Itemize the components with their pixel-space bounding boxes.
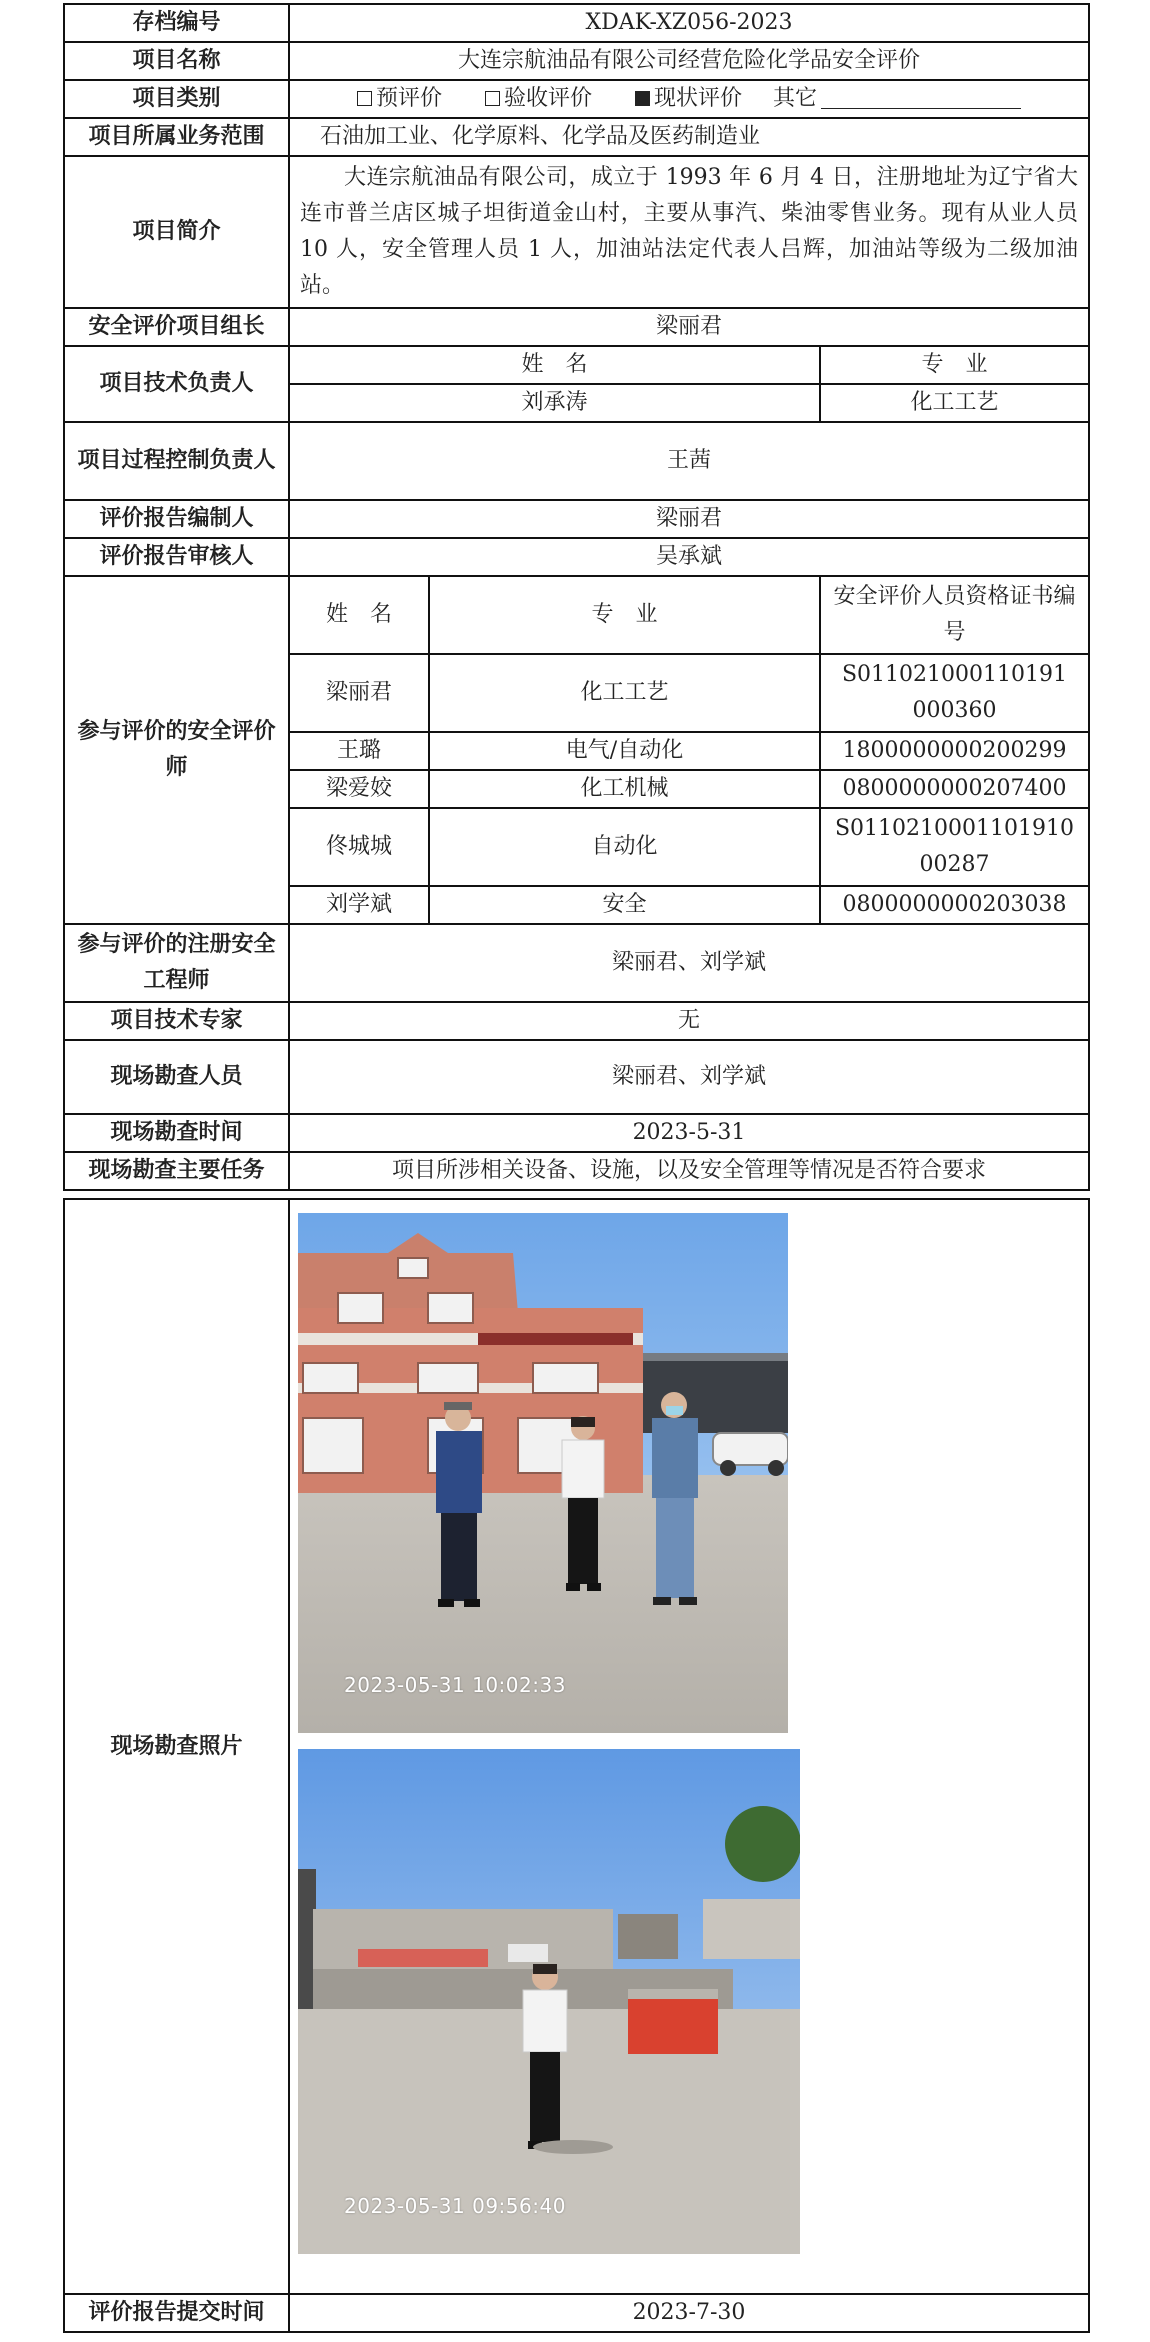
submit-date-value: 2023-7-30 xyxy=(289,2294,1089,2332)
assessor-major: 化工机械 xyxy=(429,770,820,808)
photo-timestamp: 2023-05-31 09:56:40 xyxy=(344,2194,566,2218)
survey-task-label: 现场勘查主要任务 xyxy=(64,1152,289,1190)
tech-lead-name-header: 姓 名 xyxy=(289,346,820,384)
process-control-value: 王茜 xyxy=(289,422,1089,500)
blank-line xyxy=(821,86,1021,109)
survey-date-value: 2023-5-31 xyxy=(289,1114,1089,1152)
business-scope-value: 石油加工业、化学原料、化学品及医药制造业 xyxy=(289,118,1089,156)
assessor-name: 梁爱姣 xyxy=(289,770,429,808)
submit-date-label: 评价报告提交时间 xyxy=(64,2294,289,2332)
photo-station-person-image xyxy=(298,1749,800,2254)
assessor-cert: 0800000000207400 xyxy=(820,770,1089,808)
assessor-cert: S011021000110191000360 xyxy=(820,654,1089,732)
project-info-table xyxy=(63,3,1090,1191)
registered-engineers-value: 梁丽君、刘学斌 xyxy=(289,924,1089,1002)
report-reviewer-label: 评价报告审核人 xyxy=(64,538,289,576)
checkbox-icon xyxy=(357,91,372,106)
survey-staff-label: 现场勘查人员 xyxy=(64,1040,289,1114)
business-scope-label: 项目所属业务范围 xyxy=(64,118,289,156)
report-reviewer-value: 吴承斌 xyxy=(289,538,1089,576)
assessor-name: 王璐 xyxy=(289,732,429,770)
option-other: 其它 xyxy=(773,86,1021,111)
tech-expert-value: 无 xyxy=(289,1002,1089,1040)
assessors-header-major: 专 业 xyxy=(429,576,820,654)
survey-date-label: 现场勘查时间 xyxy=(64,1114,289,1152)
option-status-evaluation: 现状评价 xyxy=(635,86,742,111)
survey-photos-cell xyxy=(289,1199,1089,2294)
assessors-header-name: 姓 名 xyxy=(289,576,429,654)
survey-photo-1 xyxy=(298,1213,788,1733)
project-type-options xyxy=(289,80,1089,118)
survey-photos-table xyxy=(63,1198,1090,2333)
tech-lead-name: 刘承涛 xyxy=(289,384,820,422)
assessor-cert: 1800000000200299 xyxy=(820,732,1089,770)
option-acceptance-evaluation: 验收评价 xyxy=(485,86,592,111)
project-type-label: 项目类别 xyxy=(64,80,289,118)
tech-lead-label: 项目技术负责人 xyxy=(64,346,289,422)
project-name-label: 项目名称 xyxy=(64,42,289,80)
survey-task-value: 项目所涉相关设备、设施，以及安全管理等情况是否符合要求 xyxy=(289,1152,1089,1190)
tech-expert-label: 项目技术专家 xyxy=(64,1002,289,1040)
assessor-name: 佟城城 xyxy=(289,808,429,886)
tech-lead-major-header: 专 业 xyxy=(820,346,1089,384)
photo-timestamp: 2023-05-31 10:02:33 xyxy=(344,1673,566,1697)
archive-no-value: XDAK-XZ056-2023 xyxy=(289,4,1089,42)
assessor-major: 安全 xyxy=(429,886,820,924)
assessors-header-cert: 安全评价人员资格证书编号 xyxy=(820,576,1089,654)
intro-value: 大连宗航油品有限公司，成立于 1993 年 6 月 4 日，注册地址为辽宁省大连市普兰店区城子坦街道金山村，主要从事汽、柴油零售业务。现有从业人员 10 人，安全管理人员 1 人，加油站法定代表人吕辉，加油站等级为二级加油站。 xyxy=(289,156,1089,308)
record-sheet xyxy=(63,3,1088,2333)
survey-photos-label: 现场勘查照片 xyxy=(64,1199,289,2294)
assessors-label: 参与评价的安全评价师 xyxy=(64,576,289,924)
assessor-name: 梁丽君 xyxy=(289,654,429,732)
assessor-cert: 0800000000203038 xyxy=(820,886,1089,924)
option-pre-evaluation: 预评价 xyxy=(357,86,442,111)
survey-staff-value: 梁丽君、刘学斌 xyxy=(289,1040,1089,1114)
checkbox-icon xyxy=(485,91,500,106)
assessor-major: 电气/自动化 xyxy=(429,732,820,770)
archive-no-label: 存档编号 xyxy=(64,4,289,42)
photo-building-group-image xyxy=(298,1213,788,1733)
intro-label: 项目简介 xyxy=(64,156,289,308)
assessor-cert: S011021000110191000287 xyxy=(820,808,1089,886)
report-author-label: 评价报告编制人 xyxy=(64,500,289,538)
process-control-label: 项目过程控制负责人 xyxy=(64,422,289,500)
assessor-major: 自动化 xyxy=(429,808,820,886)
assessor-major: 化工工艺 xyxy=(429,654,820,732)
project-name-value: 大连宗航油品有限公司经营危险化学品安全评价 xyxy=(289,42,1089,80)
team-leader-label: 安全评价项目组长 xyxy=(64,308,289,346)
team-leader-value: 梁丽君 xyxy=(289,308,1089,346)
registered-engineers-label: 参与评价的注册安全工程师 xyxy=(64,924,289,1002)
survey-photo-2 xyxy=(298,1749,800,2254)
checkbox-checked-icon xyxy=(635,91,650,106)
assessor-name: 刘学斌 xyxy=(289,886,429,924)
report-author-value: 梁丽君 xyxy=(289,500,1089,538)
tech-lead-major: 化工工艺 xyxy=(820,384,1089,422)
